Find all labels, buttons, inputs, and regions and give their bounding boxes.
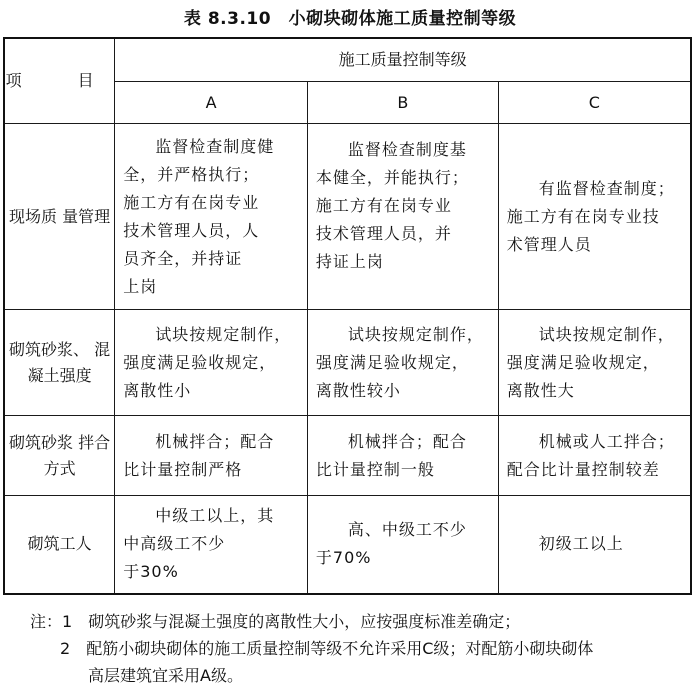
table-cell-b — [307, 124, 498, 310]
table-title: 表 8.3.10 小砌块砌体施工质量控制等级 — [183, 9, 517, 29]
cell-line: 于70% — [315, 548, 372, 568]
quality-control-table — [3, 37, 692, 595]
header-row-group — [4, 38, 691, 82]
control-level-header: 施工质量控制等级 — [115, 38, 691, 82]
cell-line: 强度满足验收规定， — [506, 352, 660, 372]
cell-line: 技术管理人员，并 — [315, 224, 452, 243]
level-b-header: B — [307, 82, 498, 124]
cell-line: 有监督检查制度； — [538, 178, 675, 198]
item-header: 项 目 — [4, 38, 115, 124]
notes-prefix: 注： — [30, 612, 63, 631]
cell-line: 试块按规定制作， — [155, 324, 292, 344]
table-cell-c — [498, 124, 691, 310]
cell-line: 机械拌合；配合 — [155, 431, 275, 451]
table-cell-c — [498, 416, 691, 496]
level-a-header: A — [115, 82, 308, 124]
row-label — [4, 310, 115, 416]
cell-line: 高、中级工不少 — [347, 520, 467, 540]
cell-line: 本健全，并能执行； — [315, 168, 469, 187]
note-text: 配筋小砌块砌体的施工质量控制等级不允许采用C级；对配筋小砌块砌体 — [86, 639, 594, 658]
cell-line: 离散性小 — [123, 380, 192, 400]
row-label — [4, 416, 115, 496]
cell-line: 上岗 — [123, 276, 158, 296]
row-label-line: 混凝土强度 — [27, 339, 111, 385]
table-cell-b — [307, 310, 498, 416]
cell-line: 试块按规定制作， — [538, 324, 675, 344]
level-c-header: C — [498, 82, 691, 124]
table-cell-c — [498, 496, 691, 594]
cell-line: 配合比计量控制较差 — [506, 459, 660, 479]
table-cell-b — [307, 416, 498, 496]
cell-line: 初级工以上 — [538, 534, 624, 554]
cell-line: 施工方有在岗专业 — [123, 192, 260, 212]
cell-line: 于30% — [123, 562, 179, 582]
cell-line: 离散性大 — [506, 380, 575, 400]
note-text: 砌筑砂浆与混凝土强度的离散性大小，应按强度标准差确定； — [88, 612, 521, 631]
cell-line: 强度满足验收规定， — [315, 352, 469, 372]
cell-line: 监督检查制度健 — [155, 136, 275, 156]
row-label-line: 砌筑砂浆 — [9, 432, 74, 452]
cell-line: 强度满足验收规定， — [123, 352, 277, 372]
table-notes — [30, 608, 690, 689]
row-label-line: 砌筑工人 — [27, 534, 92, 554]
cell-line: 中高级工不少 — [123, 534, 226, 554]
row-label — [4, 496, 115, 594]
note-number: 1 — [62, 612, 73, 631]
cell-line: 机械或人工拌合； — [538, 431, 675, 451]
row-label-line: 现场质 — [9, 206, 58, 226]
note-number: 2 — [60, 639, 71, 658]
cell-line: 中级工以上，其 — [155, 506, 275, 526]
note-1 — [30, 608, 690, 635]
cell-line: 全，并严格执行； — [123, 164, 260, 184]
table-row-workers — [4, 496, 691, 594]
table-cell-c — [498, 310, 691, 416]
cell-line: 员齐全，并持证 — [123, 248, 243, 268]
cell-line: 离散性较小 — [315, 380, 401, 400]
table-row-mixing — [4, 416, 691, 496]
table-cell-a — [115, 416, 308, 496]
cell-line: 施工方有在岗专业 — [315, 196, 452, 215]
row-label-line: 砌筑砂浆、 — [9, 339, 90, 359]
table-row-strength — [4, 310, 691, 416]
row-label-line: 拌合方式 — [43, 432, 111, 478]
cell-line: 比计量控制严格 — [123, 459, 243, 479]
cell-line: 试块按规定制作， — [347, 324, 484, 344]
note-2-continuation: 高层建筑宜采用A级。 — [88, 666, 243, 685]
table-cell-b — [307, 496, 498, 594]
cell-line: 机械拌合；配合 — [347, 431, 467, 451]
row-label-line: 量管理 — [62, 206, 111, 226]
cell-line: 持证上岗 — [315, 252, 384, 271]
table-cell-a — [115, 124, 308, 310]
cell-line: 比计量控制一般 — [315, 459, 435, 479]
table-cell-a — [115, 310, 308, 416]
note-2 — [30, 635, 690, 662]
cell-line: 施工方有在岗专业技 — [506, 206, 660, 226]
row-label — [4, 124, 115, 310]
cell-line: 监督检查制度基 — [347, 140, 467, 159]
cell-line: 术管理人员 — [506, 234, 592, 254]
cell-line: 技术管理人员，人 — [123, 220, 260, 240]
table-row-site-management — [4, 124, 691, 310]
table-cell-a — [115, 496, 308, 594]
